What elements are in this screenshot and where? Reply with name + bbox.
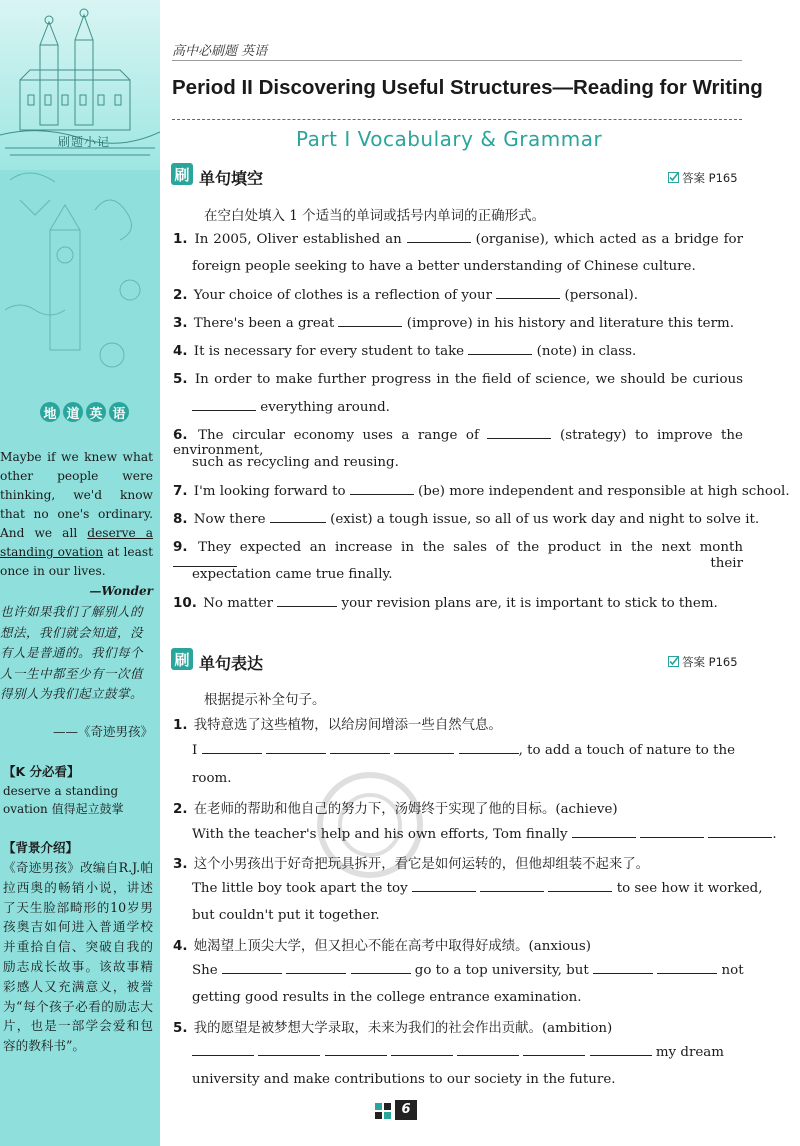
quote-key-phrase: deserve a standing ovation	[0, 526, 154, 559]
answer-ref-text: 答案 P165	[682, 171, 738, 185]
answer-blank[interactable]	[487, 427, 551, 439]
answer-blank[interactable]	[468, 343, 532, 355]
quote-chinese-source: ——《奇迹男孩》	[52, 724, 153, 739]
native-english-badge	[40, 402, 129, 422]
shua-icon	[171, 163, 193, 185]
translation-4-cn: 4. 她渴望上顶尖大学，但又担心不能在高考中取得好成绩。(anxious)	[173, 938, 592, 954]
translation-5-cn: 5. 我的愿望是被梦想大学录取，未来为我们的社会作出贡献。(ambition)	[173, 1020, 613, 1036]
translation-1-cn: 1. 我特意选了这些植物，以给房间增添一些自然气息。	[173, 717, 502, 733]
answer-blank[interactable]	[266, 742, 326, 754]
answer-blank[interactable]	[351, 962, 411, 974]
answer-blank[interactable]	[407, 231, 471, 243]
answer-blank[interactable]	[277, 595, 337, 607]
answer-blank[interactable]	[325, 1044, 387, 1056]
k-label: 【K 分必看】	[3, 764, 80, 779]
answer-blank[interactable]	[572, 826, 636, 838]
sidebar-notes	[0, 0, 160, 1146]
quote-chinese: 也许如果我们了解别人的想法，我们就会知道，没有人是普通的。我们每个人一生中都至少有一次值得别人为我们起立鼓掌。	[0, 604, 144, 701]
translation-4-cont: getting good results in the college entrance examination.	[192, 990, 582, 1005]
badge-char: 语	[109, 402, 129, 422]
answer-ref	[668, 654, 738, 670]
answer-blank[interactable]	[173, 555, 237, 567]
question-6: 6. The circular economy uses a range of (strategy) to improve the environment,	[173, 427, 743, 458]
translation-3-en: The little boy took apart the toy to see how it worked,	[192, 881, 763, 896]
translation-3-cn: 3. 这个小男孩出于好奇把玩具拆开，看它是如何运转的，但他却组装不起来了。	[173, 856, 650, 872]
answer-blank[interactable]	[412, 880, 476, 892]
question-9-cont: expectation came true finally.	[192, 567, 393, 582]
question-7: 7. I'm looking forward to (be) more independent and responsible at high school.	[173, 483, 790, 499]
doodle-illustration	[0, 160, 160, 410]
question-3: 3. There's been a great (improve) in his history and literature this term.	[173, 315, 734, 331]
answer-blank[interactable]	[657, 962, 717, 974]
question-9: 9. They expected an increase in the sales of the product in the next month their	[173, 539, 743, 571]
answer-blank[interactable]	[330, 742, 390, 754]
page-decoration-icon	[375, 1103, 395, 1121]
answer-blank[interactable]	[548, 880, 612, 892]
answer-blank[interactable]	[350, 483, 414, 495]
answer-blank[interactable]	[394, 742, 454, 754]
translation-2-cn: 2. 在老师的帮助和他自己的努力下，汤姆终于实现了他的目标。(achieve)	[173, 801, 618, 817]
header-rule	[172, 60, 742, 61]
translation-5-en: my dream	[192, 1044, 724, 1060]
answer-blank[interactable]	[391, 1044, 453, 1056]
question-2: 2. Your choice of clothes is a reflection of your (personal).	[173, 287, 638, 303]
instruction: 根据提示补全句子。	[204, 692, 326, 708]
quote-source: —Wonder	[89, 584, 153, 598]
answer-blank[interactable]	[480, 880, 544, 892]
answer-blank[interactable]	[222, 962, 282, 974]
answer-ref-text: 答案 P165	[682, 655, 738, 669]
answer-blank[interactable]	[496, 287, 560, 299]
answer-blank[interactable]	[286, 962, 346, 974]
badge-char: 英	[86, 402, 106, 422]
translation-3-cont: but couldn't put it together.	[192, 908, 380, 923]
dashed-divider	[172, 119, 742, 120]
check-icon	[668, 172, 679, 183]
svg-text:刷: 刷	[174, 166, 190, 184]
book-title: 高中必刷题 英语	[172, 44, 268, 59]
question-5-cont: everything around.	[192, 399, 390, 415]
question-8: 8. Now there (exist) a tough issue, so all of us work day and night to solve it.	[173, 511, 760, 527]
svg-text:刷: 刷	[174, 651, 190, 669]
background-text: 《奇迹男孩》改编自R.J.帕拉西奥的畅销小说，讲述了天生脸部畸形的10岁男孩奥吉如何进入普通学校并重拾自信、突破自我的励志成长故事。该故事精彩感人又充满意义，被誉为“每个孩子必看的励志大片，也是一部学会爱和包容的教科书”。	[3, 860, 153, 1054]
instruction: 在空白处填入 1 个适当的单词或括号内单词的正确形式。	[204, 208, 546, 224]
page-number: 6	[395, 1100, 417, 1120]
background-label: 【背景介绍】	[3, 840, 79, 855]
answer-blank[interactable]	[590, 1044, 652, 1056]
quote-text: Maybe if we knew what other people were thinking, we'd know that no one's ordinary. And we all	[0, 450, 153, 540]
watermark-stamp	[300, 770, 440, 880]
question-1-cont: foreign people seeking to have a better understanding of Chinese culture.	[192, 259, 696, 274]
answer-blank[interactable]	[523, 1044, 585, 1056]
translation-2-en: With the teacher's help and his own efforts, Tom finally .	[192, 827, 777, 842]
question-5: 5. In order to make further progress in the field of science, we should be curious	[173, 371, 743, 387]
badge-char: 道	[63, 402, 83, 422]
badge-char: 地	[40, 402, 60, 422]
k-phrase: deserve a standing ovation 值得起立鼓掌	[3, 784, 124, 816]
answer-blank[interactable]	[708, 826, 772, 838]
shua-icon	[171, 648, 193, 670]
answer-blank[interactable]	[202, 742, 262, 754]
section-title: 单句表达	[199, 654, 264, 673]
answer-blank[interactable]	[270, 511, 326, 523]
question-4: 4. It is necessary for every student to take (note) in class.	[173, 343, 637, 359]
section-title: 单句填空	[199, 169, 264, 188]
answer-blank[interactable]	[258, 1044, 320, 1056]
translation-4-en: She go to a top university, but not	[192, 963, 744, 978]
translation-1-en: I , to add a touch of nature to the	[192, 743, 736, 758]
check-icon	[668, 656, 679, 667]
quote-english	[0, 448, 153, 581]
quote-text: at least once in our lives.	[0, 545, 153, 578]
part-title: Part I Vocabulary & Grammar	[296, 127, 603, 151]
answer-blank[interactable]	[192, 1044, 254, 1056]
answer-blank[interactable]	[192, 399, 256, 411]
answer-blank[interactable]	[459, 742, 519, 754]
question-1: 1. In 2005, Oliver established an (organise), which acted as a bridge for	[173, 231, 744, 247]
answer-blank[interactable]	[640, 826, 704, 838]
answer-ref	[668, 170, 738, 186]
answer-blank[interactable]	[593, 962, 653, 974]
answer-blank[interactable]	[457, 1044, 519, 1056]
question-6-cont: such as recycling and reusing.	[192, 455, 399, 470]
answer-blank[interactable]	[338, 315, 402, 327]
sidebar-title: 刷题小记	[58, 135, 111, 149]
question-10: 10. No matter your revision plans are, it is important to stick to them.	[173, 595, 718, 611]
translation-1-cont: room.	[192, 771, 232, 786]
translation-5-cont: university and make contributions to our society in the future.	[192, 1072, 616, 1087]
period-title: Period II Discovering Useful Structures—Reading for Writing	[172, 76, 763, 99]
